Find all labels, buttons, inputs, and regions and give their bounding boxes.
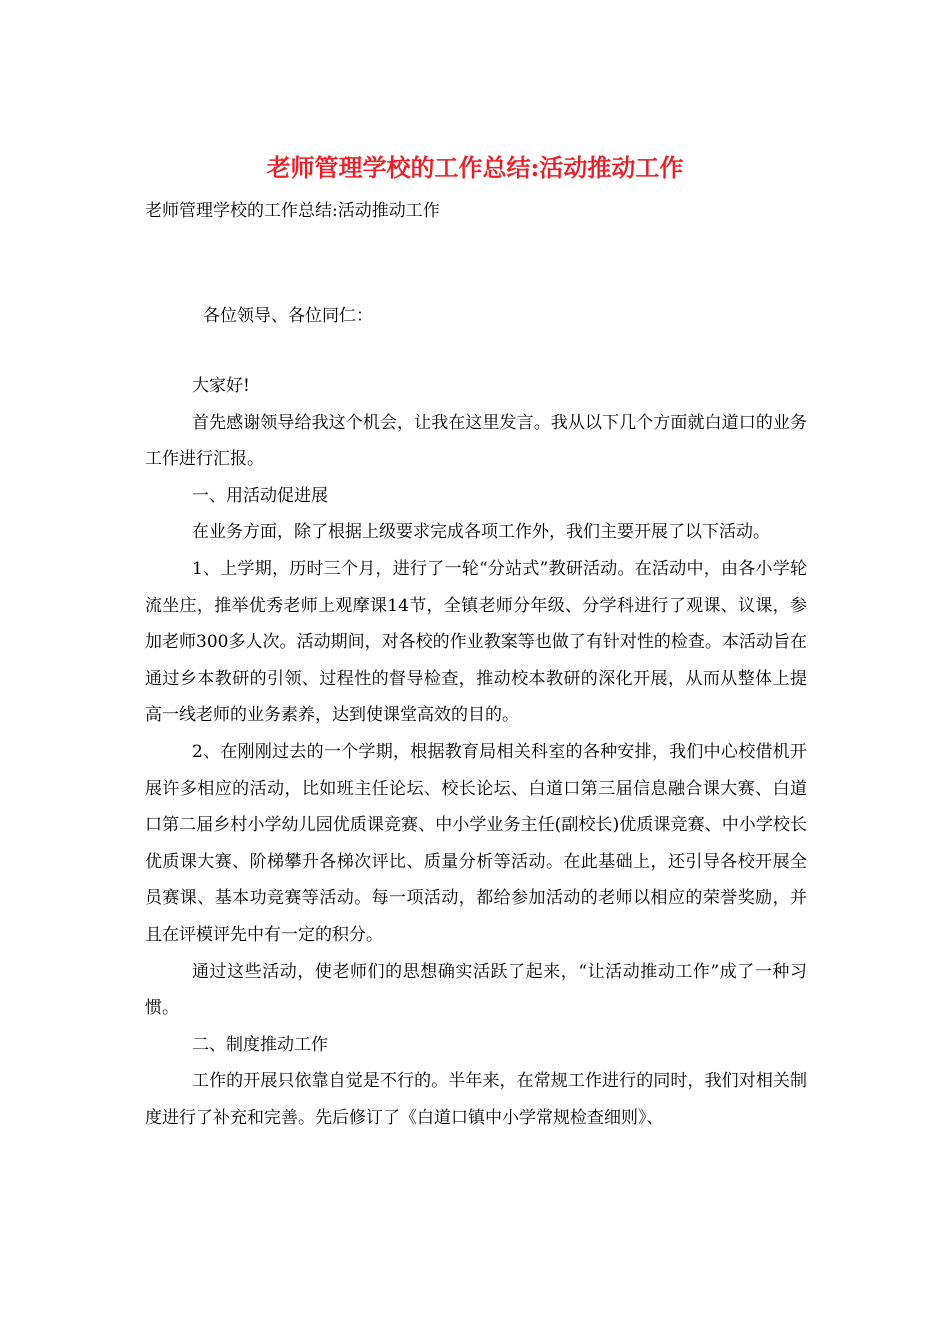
document-body <box>145 368 807 1136</box>
salutation: 各位领导、各位同仁： <box>203 306 373 326</box>
section-heading-system: 二、制度推动工作 <box>192 1034 328 1055</box>
greeting-paragraph: 大家好! <box>192 376 250 396</box>
intro-paragraph: 首先感谢领导给我这个机会，让我在这里发言。我从以下几个方面就白道口的业务工作进行汇报。 <box>145 412 807 470</box>
body-paragraph: 工作的开展只依靠自觉是不行的。半年来，在常规工作进行的同时，我们对相关制度进行了补充和完善。先后修订了《白道口镇中小学常规检查细则》、 <box>145 1071 807 1128</box>
document-subtitle: 老师管理学校的工作总结:活动推动工作 <box>145 201 440 221</box>
body-paragraph: 2、在刚刚过去的一个学期，根据教育局相关科室的各种安排，我们中心校借机开展许多相应的活动，比如班主任论坛、校长论坛、白道口第三届信息融合课大赛、白道口第二届乡村小学幼儿园优质课竞赛、中小学业务主任(副校长)优质课竞赛、中小学校长优质课大赛、阶梯攀升各梯次评比、质量分析等活动。在此基础上，还引导各校开展全员赛课、基本功竞赛等活动。每一项活动，都给参加活动的老师以相应的荣誉奖励，并且在评模评先中有一定的积分。 <box>145 741 807 945</box>
body-paragraph: 1、上学期，历时三个月，进行了一轮“分站式”教研活动。在活动中，由各小学轮流坐庄，推举优秀老师上观摩课14节，全镇老师分年级、分学科进行了观课、议课，参加老师300多人次。活动期间，对各校的作业教案等也做了有针对性的检查。本活动旨在通过乡本教研的引领、过程性的督导检查，推动校本教研的深化开展，从而从整体上提高一线老师的业务素养，达到使课堂高效的目的。 <box>145 558 807 726</box>
document-title: 老师管理学校的工作总结:活动推动工作 <box>266 153 684 182</box>
section-heading-activities: 一、用活动促进展 <box>192 485 328 506</box>
body-paragraph: 在业务方面，除了根据上级要求完成各项工作外，我们主要开展了以下活动。 <box>192 522 770 543</box>
body-paragraph: 通过这些活动，使老师们的思想确实活跃了起来，“让活动推动工作”成了一种习惯。 <box>145 961 807 1019</box>
